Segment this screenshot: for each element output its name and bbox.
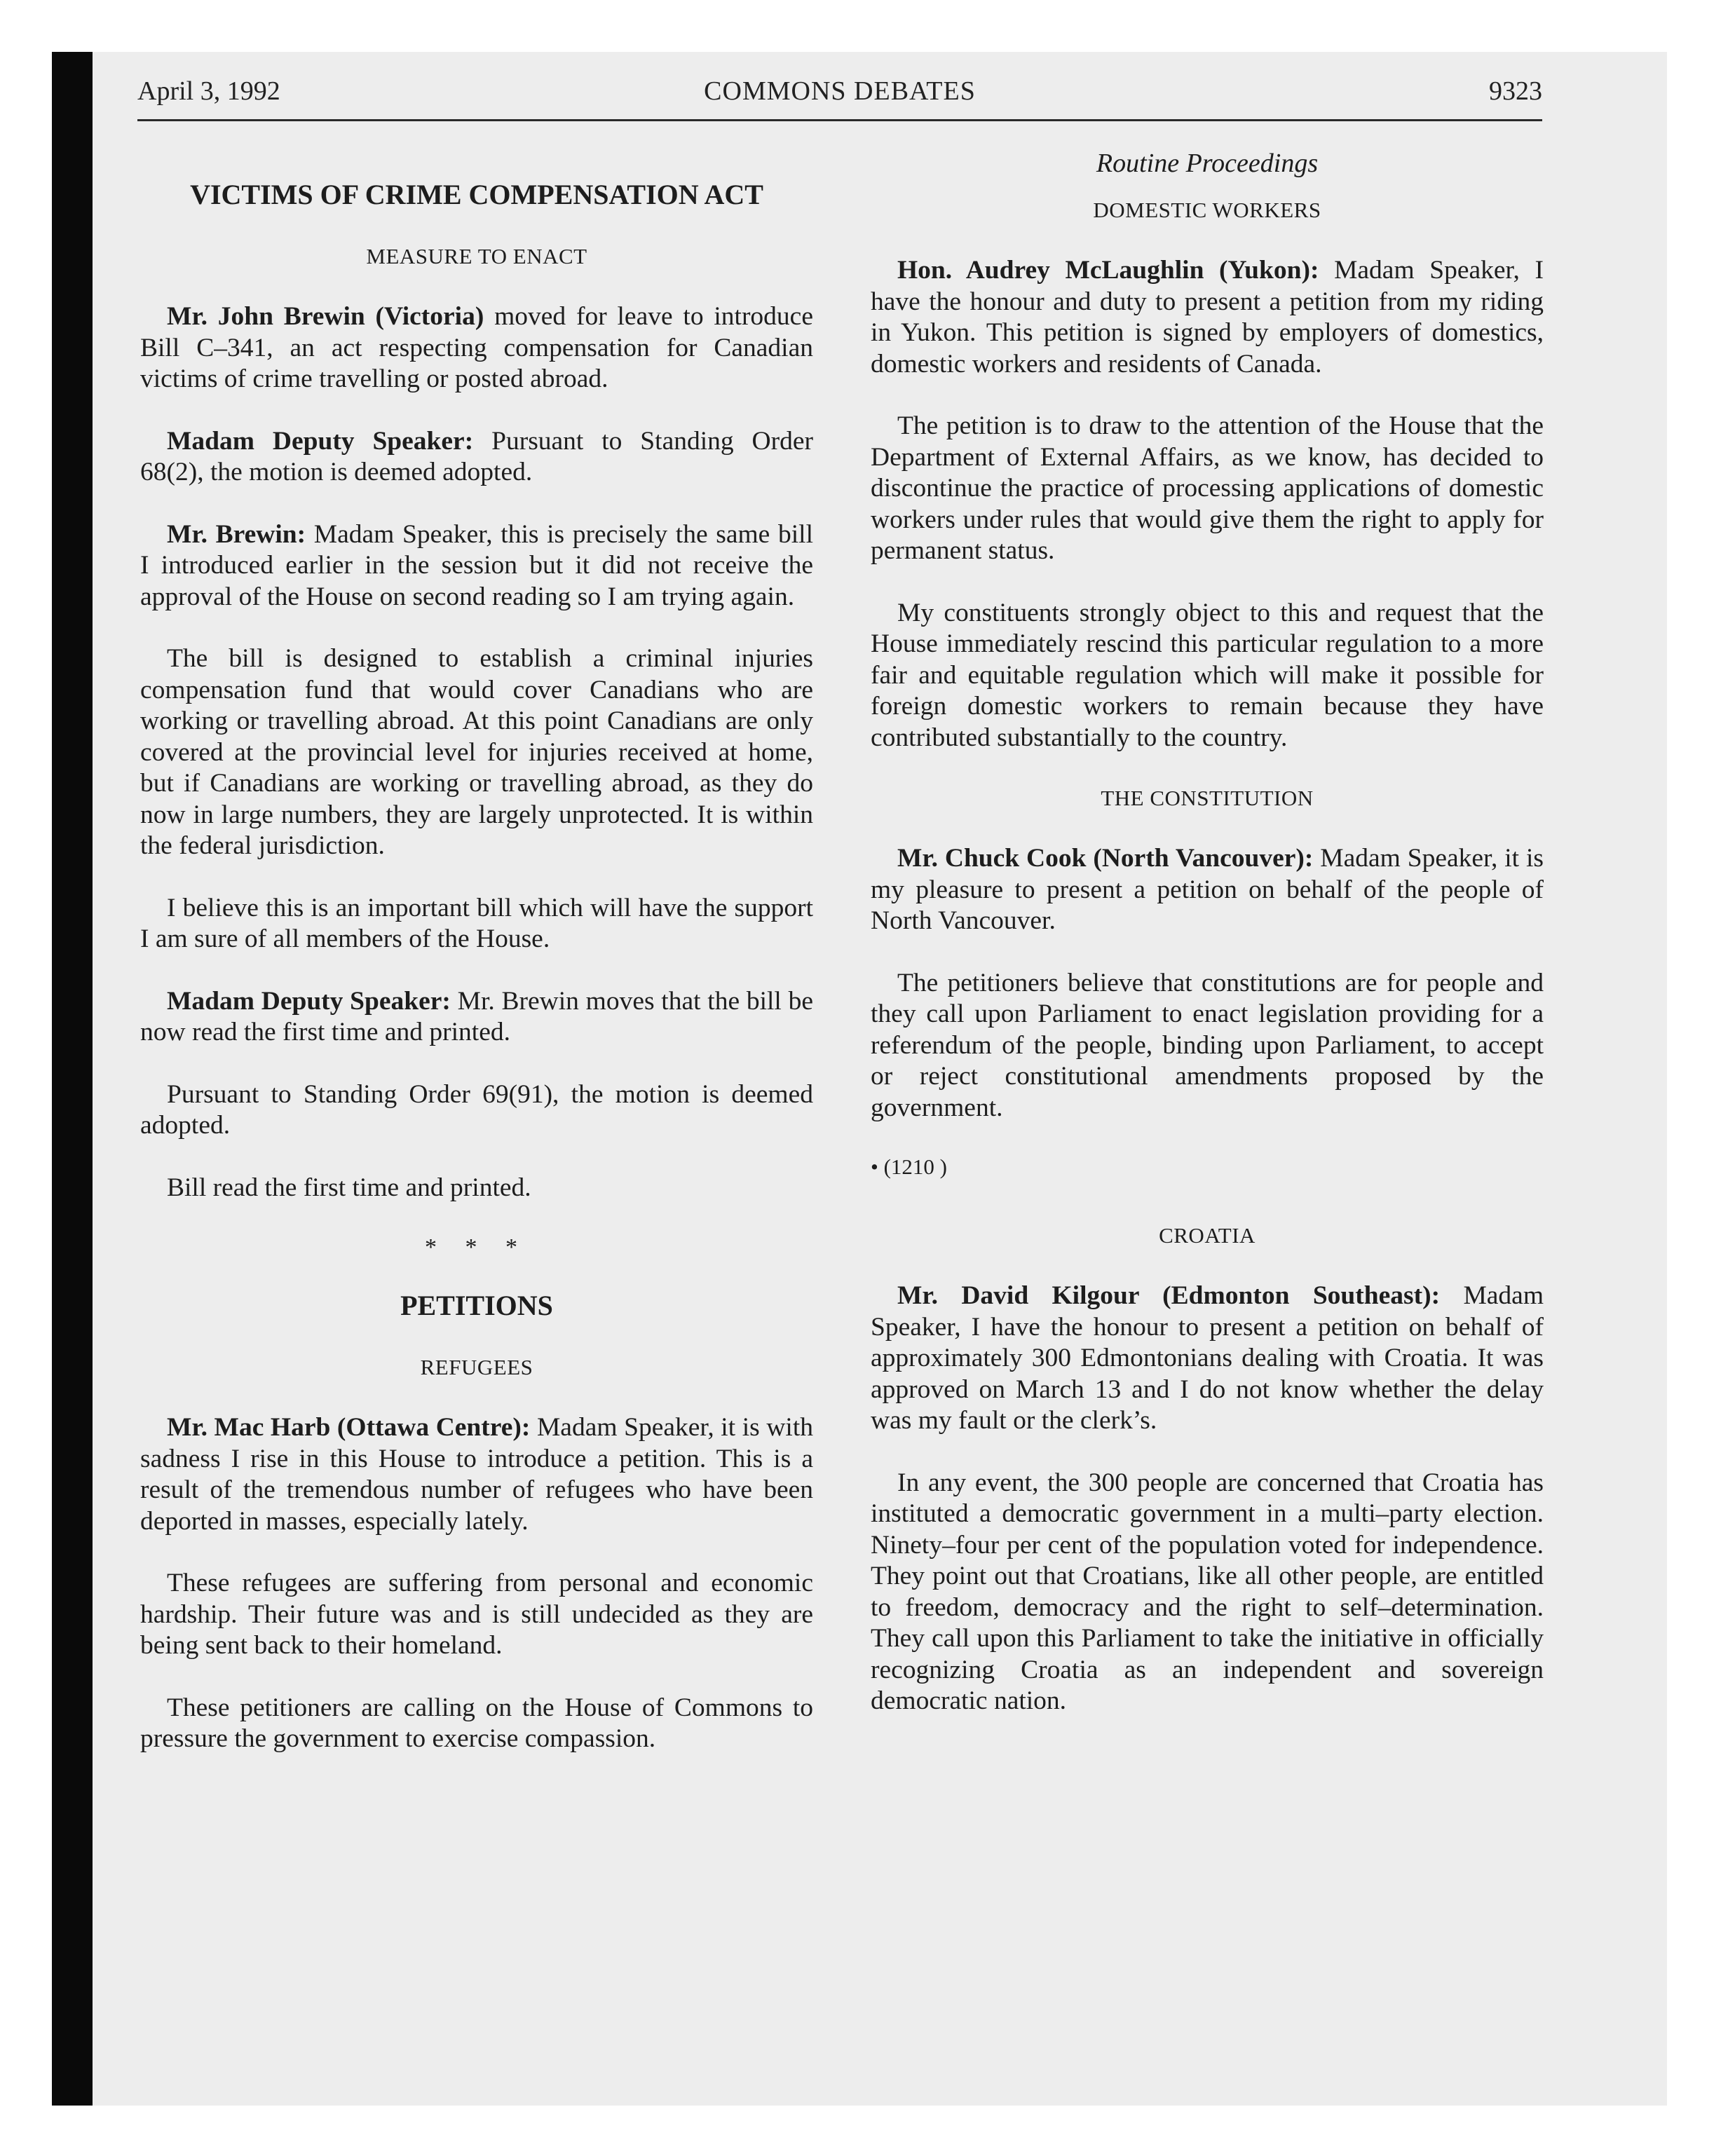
paragraph: Madam Deputy Speaker: Pursuant to Standing Order 68(2), the motion is deemed adopted. (140, 426, 813, 486)
paragraph: Bill read the first time and printed. (167, 1173, 531, 1202)
paragraph: Madam Deputy Speaker: Mr. Brewin moves that the bill be now read the first time and printed. (140, 986, 813, 1046)
section-title-petitions: PETITIONS (400, 1290, 553, 1321)
paragraph: Hon. Audrey McLaughlin (Yukon): Madam Speaker, I have the honour and duty to present a petition from my riding in Yukon. This petition is signed by employers of domestics, domestic workers and residents of Canada. (871, 256, 1544, 378)
paragraph: The bill is designed to establish a criminal injuries compensation fund that would cover Canadians who are working or travelling abroad. At this point Canadians are only covered at the provincial level for injuries received at home, but if Canadians are working or travelling abroad, as they do now in large numbers, they are largely unprotected. It is within the federal jurisdiction. (140, 644, 813, 860)
header-title: COMMONS DEBATES (704, 76, 976, 106)
left-column (140, 147, 813, 1786)
paragraph: Mr. John Brewin (Victoria) moved for leave to introduce Bill C–341, an act respecting compensation for Canadian victims of crime travelling or posted abroad. (140, 302, 813, 393)
section-separator: * * * (425, 1234, 529, 1260)
time-marker: • (1210 ) (871, 1154, 947, 1179)
paragraph: The petitioners believe that constitutions are for people and they call upon Parliament to enact legislation providing for a referendum of the people, binding upon Parliament, to accept or reject constitutional amendments proposed by the government. (871, 968, 1544, 1122)
section-title-victims: VICTIMS OF CRIME COMPENSATION ACT (190, 179, 763, 210)
running-head: Routine Proceedings (1096, 149, 1319, 178)
subheading-measure: MEASURE TO ENACT (366, 244, 587, 268)
page-header (137, 76, 1542, 111)
page-number: 9323 (1489, 76, 1542, 106)
paragraph: I believe this is an important bill which will have the support I am sure of all members of the House. (140, 893, 813, 953)
speaker-name: Mr. Mac Harb (Ottawa Centre): (167, 1413, 531, 1442)
paragraph: Mr. Mac Harb (Ottawa Centre): Madam Speaker, it is with sadness I rise in this House to introduce a petition. This is a result of the tremendous number of refugees who have been deported in masses, especially lately. (140, 1413, 813, 1536)
binding-edge (52, 52, 93, 2106)
paragraph: My constituents strongly object to this and request that the House immediately rescind this particular regulation to a more fair and equitable regulation which will make it possible for foreign domestic workers to remain because they have contributed substantially to the country. (871, 598, 1544, 752)
header-rule (137, 119, 1542, 121)
speaker-name: Mr. Chuck Cook (North Vancouver): (897, 844, 1314, 873)
paragraph: Pursuant to Standing Order 69(91), the motion is deemed adopted. (140, 1079, 813, 1140)
right-column (871, 147, 1544, 1748)
speaker-name: Hon. Audrey McLaughlin (Yukon): (897, 256, 1319, 285)
paragraph: Mr. Brewin: Madam Speaker, this is precisely the same bill I introduced earlier in the session but it did not receive the approval of the House on second reading so I am trying again. (140, 519, 813, 611)
subheading-domestic-workers: DOMESTIC WORKERS (1093, 198, 1321, 222)
paragraph: In any event, the 300 people are concerned that Croatia has instituted a democratic government in a multi–party election. Ninety–four per cent of the population voted for independence. They point out that Croatians, like all other people, are entitled to freedom, democracy and the right to self–determination. They call upon this Parliament to take the initiative in officially recognizing Croatia as an independent and sovereign democratic nation. (871, 1468, 1544, 1715)
paragraph: The petition is to draw to the attention of the House that the Department of External Affairs, as we know, has decided to discontinue the practice of processing applications of domestic workers under rules that would give them the right to apply for permanent status. (871, 411, 1544, 565)
subheading-refugees: REFUGEES (420, 1355, 533, 1379)
paragraph: Mr. David Kilgour (Edmonton Southeast): Madam Speaker, I have the honour to present a petition on behalf of approximately 300 Edmontonians dealing with Croatia. It was approved on March 13 and I do not know whether the delay was my fault or the clerk’s. (871, 1281, 1544, 1435)
speaker-name: Mr. David Kilgour (Edmonton Southeast): (897, 1281, 1441, 1310)
paragraph: These refugees are suffering from personal and economic hardship. Their future was and is still undecided as they are being sent back to their homeland. (140, 1569, 813, 1660)
speaker-name: Mr. John Brewin (Victoria) (167, 302, 484, 331)
paragraph: Mr. Chuck Cook (North Vancouver): Madam Speaker, it is my pleasure to present a petition on behalf of the people of North Vancouver. (871, 844, 1544, 935)
speaker-name: Madam Deputy Speaker: (167, 426, 474, 456)
paragraph: These petitioners are calling on the House of Commons to pressure the government to exercise compassion. (140, 1693, 813, 1753)
speaker-name: Mr. Brewin: (167, 519, 306, 549)
speaker-name: Madam Deputy Speaker: (167, 986, 451, 1016)
subheading-constitution: THE CONSTITUTION (1101, 786, 1314, 810)
header-date: April 3, 1992 (137, 76, 280, 106)
subheading-croatia: CROATIA (1159, 1223, 1256, 1248)
